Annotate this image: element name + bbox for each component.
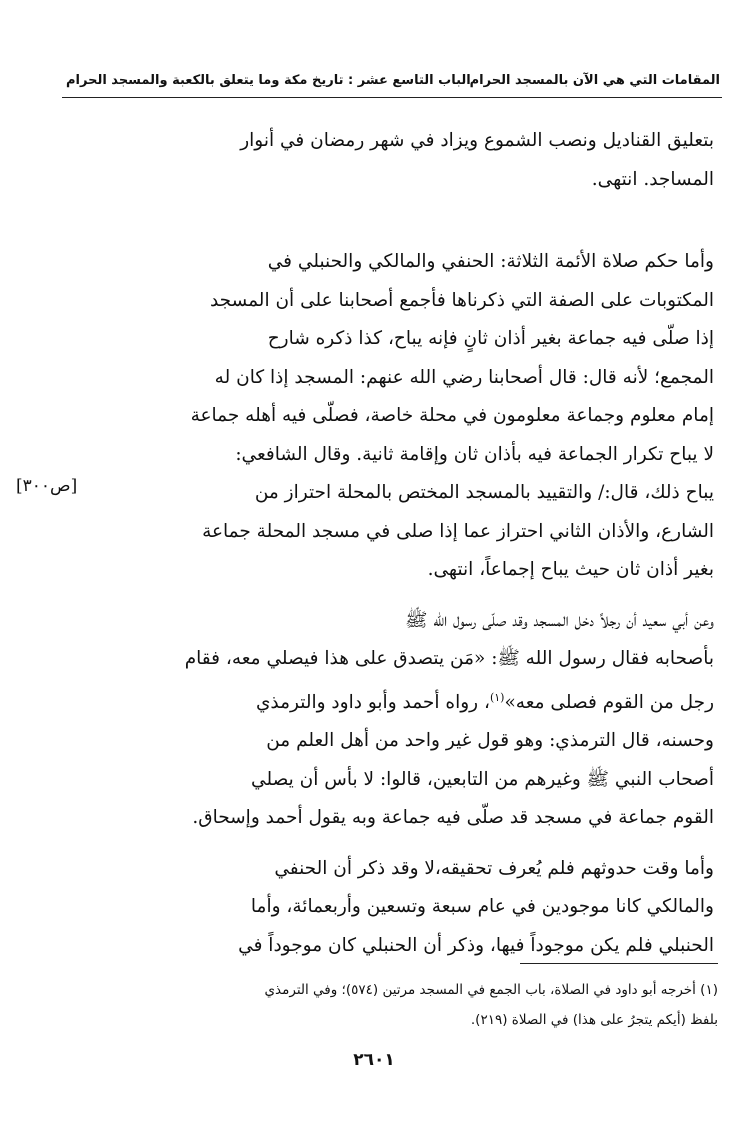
text-line: المكتوبات على الصفة التي ذكرناها فأجمع أصحابنا على أن المسجد bbox=[209, 289, 714, 311]
text-line: المجمع؛ لأنه قال: قال أصحابنا رضي الله عنهم: المسجد إذا كان له bbox=[214, 366, 714, 388]
paragraph-1 bbox=[72, 122, 714, 199]
running-header bbox=[66, 68, 720, 94]
main-text bbox=[72, 122, 714, 965]
footnotes bbox=[74, 975, 718, 1035]
footnote-reference[interactable]: (١) bbox=[489, 690, 505, 704]
hadith-quote-end: رجل من القوم فصلى معه» bbox=[504, 691, 714, 713]
header-divider bbox=[62, 97, 722, 98]
text-line: إذا صلّى فيه جماعة بغير أذان ثانٍ فإنه يباح، كذا ذكره شارح bbox=[267, 328, 714, 349]
footnote-line: بلفظ (أيكم يتجرُ على هذا) في الصلاة (٢١٩). bbox=[470, 1012, 718, 1028]
text-line: لا يباح تكرار الجماعة فيه بأذان ثان وإقامة ثانية. وقال الشافعي: bbox=[235, 443, 714, 465]
text-line: أصحاب النبي ﷺ وغيرهم من التابعين، قالوا: لا بأس أن يصلي bbox=[251, 768, 714, 790]
text-line: بأصحابه فقال رسول الله ﷺ: «مَن يتصدق على هذا فيصلي معه، فقام bbox=[184, 648, 714, 669]
footnote-line: (١) أخرجه أبو داود في الصلاة، باب الجمع في المسجد مرتين (٥٧٤)؛ وفي الترمذي bbox=[264, 982, 718, 998]
paragraph-2 bbox=[72, 243, 714, 590]
text-line: المساجد. انتهى. bbox=[591, 168, 714, 190]
hadith-narrators: ، رواه أحمد وأبو داود والترمذي bbox=[255, 691, 490, 713]
header-section-title: المقامات التي هي الآن بالمسجد الحرام bbox=[469, 73, 720, 88]
header-chapter-title: الباب التاسع عشر : تاريخ مكة وما يتعلق بالكعبة والمسجد الحرام bbox=[66, 73, 471, 88]
text-line: إمام معلوم وجماعة معلومون في محلة خاصة، فصلّى فيه أهله جماعة bbox=[190, 405, 714, 426]
text-line: الحنبلي فلم يكن موجوداً فيها، وذكر أن الحنبلي كان موجوداً في bbox=[238, 934, 714, 956]
text-line bbox=[72, 679, 714, 723]
paragraph-4 bbox=[72, 850, 714, 966]
text-line: يباح ذلك، قال:/ والتقييد بالمسجد المختص بالمحلة احتراز من bbox=[254, 482, 714, 503]
text-line: والمالكي كانا موجودين في عام سبعة وتسعين وأربعمائة، وأما bbox=[250, 896, 714, 918]
text-line: وأما حكم صلاة الأئمة الثلاثة: الحنفي والمالكي والحنبلي في bbox=[267, 251, 714, 272]
text-line: بغير أذان ثان حيث يباح إجماعاً، انتهى. bbox=[427, 559, 714, 580]
page-number: ٢٦٠١ bbox=[353, 1050, 395, 1070]
text-line: القوم جماعة في مسجد قد صلّى فيه جماعة وبه يقول أحمد وإسحاق. bbox=[192, 807, 714, 829]
text-line: وعن أبي سعيد أن رجلاً دخل المسجد وقد صلّى رسول الله ﷺ bbox=[405, 609, 714, 631]
margin-page-reference: [ص٣٠٠] bbox=[16, 476, 78, 496]
paragraph-3 bbox=[72, 602, 714, 838]
text-line: الشارع، والأذان الثاني احتراز عما إذا صلى في مسجد المحلة جماعة bbox=[202, 520, 714, 542]
text-line: وحسنه، قال الترمذي: وهو قول غير واحد من أهل العلم من bbox=[266, 730, 714, 752]
text-line: وأما وقت حدوثهم فلم يُعرف تحقيقه،لا وقد ذكر أن الحنفي bbox=[274, 857, 714, 879]
footnote-divider bbox=[520, 963, 718, 964]
text-line: بتعليق القناديل ونصب الشموع ويزاد في شهر رمضان في أنوار bbox=[240, 130, 714, 151]
